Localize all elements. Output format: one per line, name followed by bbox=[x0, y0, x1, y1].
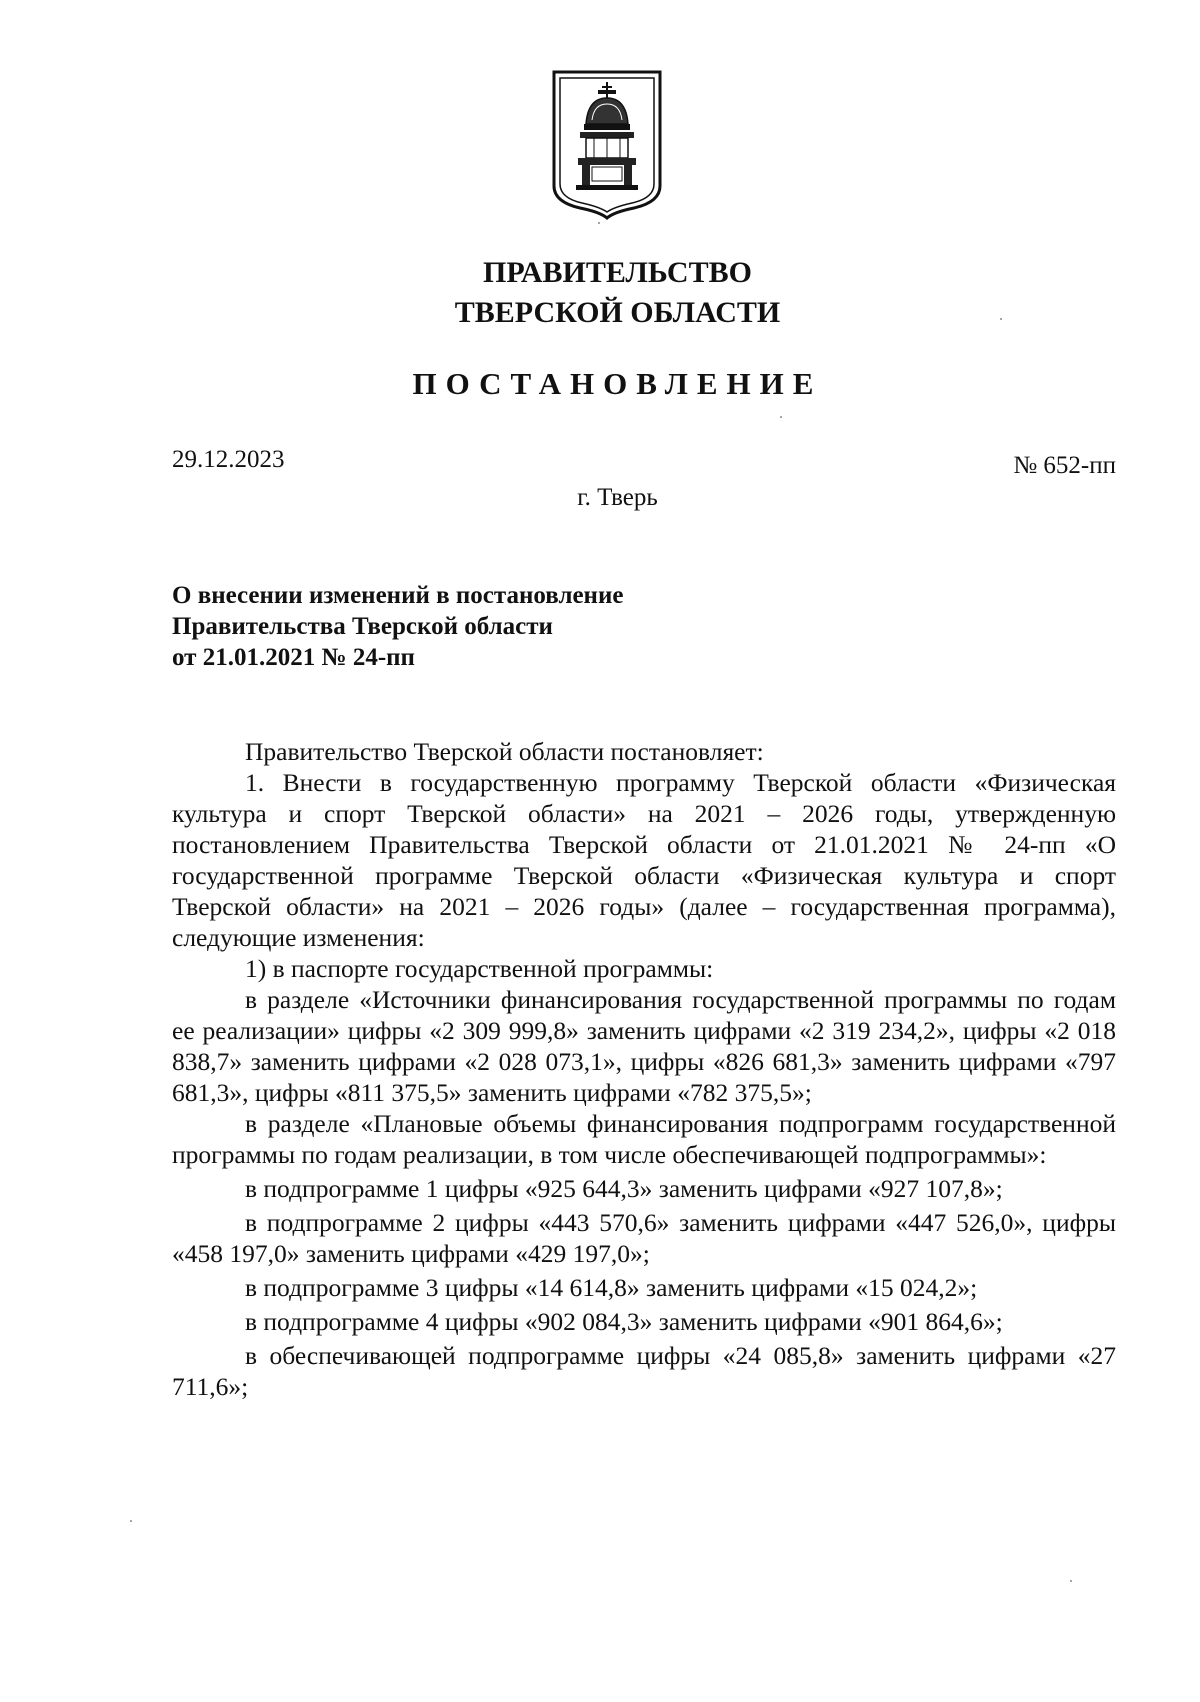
paragraph-support-subprogram: в обеспечивающей подпрограмме цифры «24 085,8» заменить цифрами «27 711,6»; bbox=[172, 1341, 1116, 1401]
document-date: 29.12.2023 bbox=[172, 446, 285, 473]
paragraph-subprogram-2: в подпрограмме 2 цифры «443 570,6» заменить цифрами «447 526,0», цифры «458 197,0» заменить цифрами «429 197,0»; bbox=[172, 1208, 1116, 1268]
paragraph-subprogram-3: в подпрограмме 3 цифры «14 614,8» заменить цифрами «15 024,2»; bbox=[245, 1273, 978, 1302]
subject-line-3: от 21.01.2021 № 24-пп bbox=[172, 644, 415, 671]
paragraph-funding-sources: в разделе «Источники финансирования государственной программы по годам ее реализации» цифры «2 309 999,8» заменить цифрами «2 319 234,2», цифры «2 018 838,7» заменить цифрами «2 028 073,1», цифры «826 681,3» заменить цифрами «797 681,3», цифры «811 375,5» заменить цифрами «782 375,5»; bbox=[172, 985, 1116, 1107]
paragraph-subprogram-4: в подпрограмме 4 цифры «902 084,3» заменить цифрами «901 864,6»; bbox=[245, 1307, 1003, 1336]
paragraph-preamble: Правительство Тверской области постановляет: bbox=[245, 737, 764, 766]
document-number: № 652-пп bbox=[1013, 452, 1116, 479]
document-type-title: ПОСТАНОВЛЕНИЕ bbox=[412, 366, 823, 401]
scan-speck bbox=[130, 1520, 132, 1522]
document-subject bbox=[172, 580, 872, 673]
tver-coat-of-arms-emblem bbox=[548, 68, 666, 220]
scan-speck bbox=[598, 222, 600, 224]
paragraph-subprogram-1: в подпрограмме 1 цифры «925 644,3» заменить цифрами «927 107,8»; bbox=[245, 1174, 1003, 1203]
document-city: г. Тверь bbox=[577, 484, 658, 511]
document-body bbox=[172, 736, 1116, 1402]
scan-speck bbox=[780, 416, 782, 418]
organization-line-2: ТВЕРСКОЙ ОБЛАСТИ bbox=[454, 296, 781, 329]
paragraph-planned-volumes: в разделе «Плановые объемы финансирования подпрограмм государственной программы по годам реализации, в том числе обеспечивающей подпрограммы»: bbox=[172, 1109, 1116, 1169]
organization-line-1: ПРАВИТЕЛЬСТВО bbox=[483, 256, 752, 289]
paragraph-subitem-1: 1) в паспорте государственной программы: bbox=[245, 954, 714, 983]
paragraph-item-1: 1. Внести в государственную программу Тверской области «Физическая культура и спорт Тверской области» на 2021 – 2026 годы, утвержденную постановлением Правительства Тверской области от 21.01.2021 № 24-пп «О государственной программе Тверской области «Физическая культура и спорт Тверской области» на 2021 – 2026 годы» (далее – государственная программа), следующие изменения: bbox=[172, 768, 1116, 952]
scan-speck bbox=[1070, 1580, 1072, 1582]
scan-speck bbox=[1000, 318, 1002, 320]
subject-line-2: Правительства Тверской области bbox=[172, 613, 553, 640]
subject-line-1: О внесении изменений в постановление bbox=[172, 582, 624, 609]
